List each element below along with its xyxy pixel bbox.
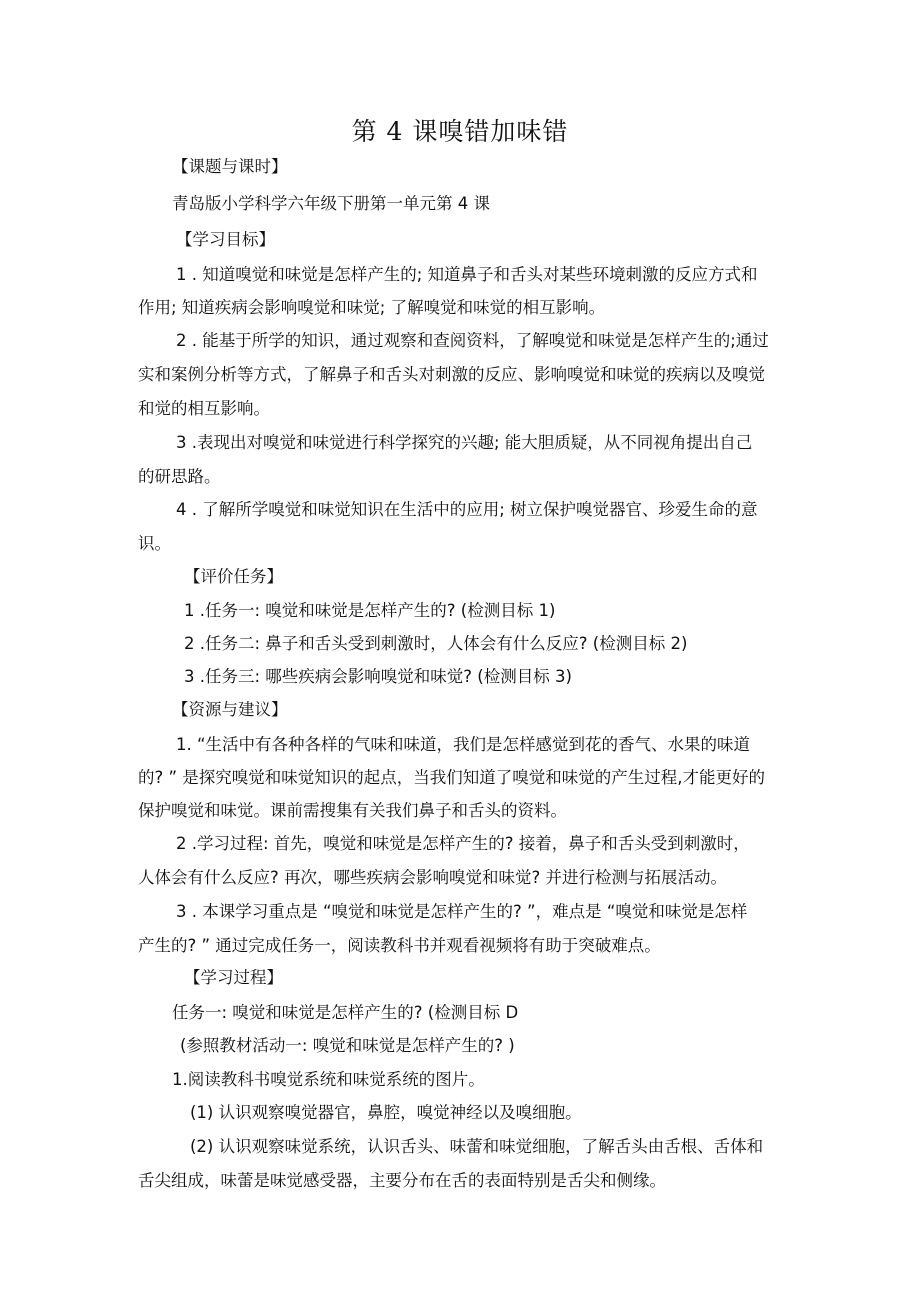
- process-step-1: 1.阅读教科书嗅觉系统和味觉系统的图片。: [172, 1070, 485, 1089]
- objective-3-line-1: 3 .表现出对嗅觉和味觉进行科学探究的兴趣; 能大胆质疑，从不同视角提出自己: [176, 433, 753, 452]
- objective-3-line-2: 的研思路。: [138, 467, 221, 486]
- objective-2-line-3: 和觉的相互影响。: [138, 399, 270, 418]
- heading-process: 【学习过程】: [184, 968, 283, 987]
- process-step-1-1: (1) 认识观察嗅觉器官，鼻腔，嗅觉神经以及嗅细胞。: [190, 1103, 582, 1122]
- course-info-text: 青岛版小学科学六年级下册第一单元第 4 课: [172, 194, 490, 213]
- objective-4-line-1: 4 . 了解所学嗅觉和味觉知识在生活中的应用; 树立保护嗅觉器官、珍爱生命的意: [176, 500, 758, 519]
- task-1: 1 .任务一: 嗅觉和味觉是怎样产生的? (检测目标 1): [184, 601, 556, 620]
- process-task-1: 任务一: 嗅觉和味觉是怎样产生的? (检测目标 D: [172, 1003, 519, 1022]
- resource-2-line-1: 2 .学习过程: 首先，嗅觉和味觉是怎样产生的? 接着，鼻子和舌头受到刺激时，: [176, 834, 750, 853]
- objective-2-line-2: 实和案例分析等方式，了解鼻子和舌头对刺激的反应、影响嗅觉和味觉的疾病以及嗅觉: [138, 365, 765, 384]
- heading-tasks: 【评价任务】: [184, 567, 283, 586]
- process-reference: (参照教材活动一: 嗅觉和味觉是怎样产生的? ): [180, 1036, 515, 1055]
- resource-1-line-1: 1. “生活中有各种各样的气味和味道，我们是怎样感觉到花的香气、水果的味道: [176, 735, 751, 754]
- resource-3-line-2: 产生的? ” 通过完成任务一，阅读教科书并观看视频将有助于突破难点。: [138, 936, 661, 955]
- page-title: 第 4 课嗅错加味错: [351, 117, 569, 146]
- objective-1-line-1: 1 . 知道嗅觉和味觉是怎样产生的; 知道鼻子和舌头对某些环境刺激的反应方式和: [176, 265, 758, 284]
- task-3: 3 .任务三: 哪些疾病会影响嗅觉和味觉? (检测目标 3): [184, 667, 572, 686]
- heading-objectives: 【学习目标】: [176, 230, 275, 249]
- objective-1-line-2: 作用; 知道疾病会影响嗅觉和味觉; 了解嗅觉和味觉的相互影响。: [138, 298, 606, 317]
- objective-4-line-2: 识。: [138, 534, 171, 553]
- objective-2-line-1: 2 . 能基于所学的知识，通过观察和查阅资料，了解嗅觉和味觉是怎样产生的;通过: [176, 331, 769, 350]
- resource-1-line-3: 保护嗅觉和味觉。课前需搜集有关我们鼻子和舌头的资料。: [138, 801, 567, 820]
- process-step-1-2-line-1: (2) 认识观察味觉系统，认识舌头、味蕾和味觉细胞，了解舌头由舌根、舌体和: [190, 1137, 764, 1156]
- resource-3-line-1: 3 . 本课学习重点是 “嗅觉和味觉是怎样产生的? ”，难点是 “嗅觉和味觉是怎样: [176, 902, 748, 921]
- heading-resources: 【资源与建议】: [172, 700, 288, 719]
- task-2: 2 .任务二: 鼻子和舌头受到刺激时，人体会有什么反应? (检测目标 2): [184, 634, 688, 653]
- heading-course-info: 【课题与课时】: [172, 157, 288, 176]
- resource-1-line-2: 的? ” 是探究嗅觉和味觉知识的起点，当我们知道了嗅觉和味觉的产生过程,才能更好的: [138, 768, 766, 787]
- resource-2-line-2: 人体会有什么反应? 再次，哪些疾病会影响嗅觉和味觉? 并进行检测与拓展活动。: [138, 868, 728, 887]
- process-step-1-2-line-2: 舌尖组成，味蕾是味觉感受器，主要分布在舌的表面特别是舌尖和侧缘。: [138, 1171, 666, 1190]
